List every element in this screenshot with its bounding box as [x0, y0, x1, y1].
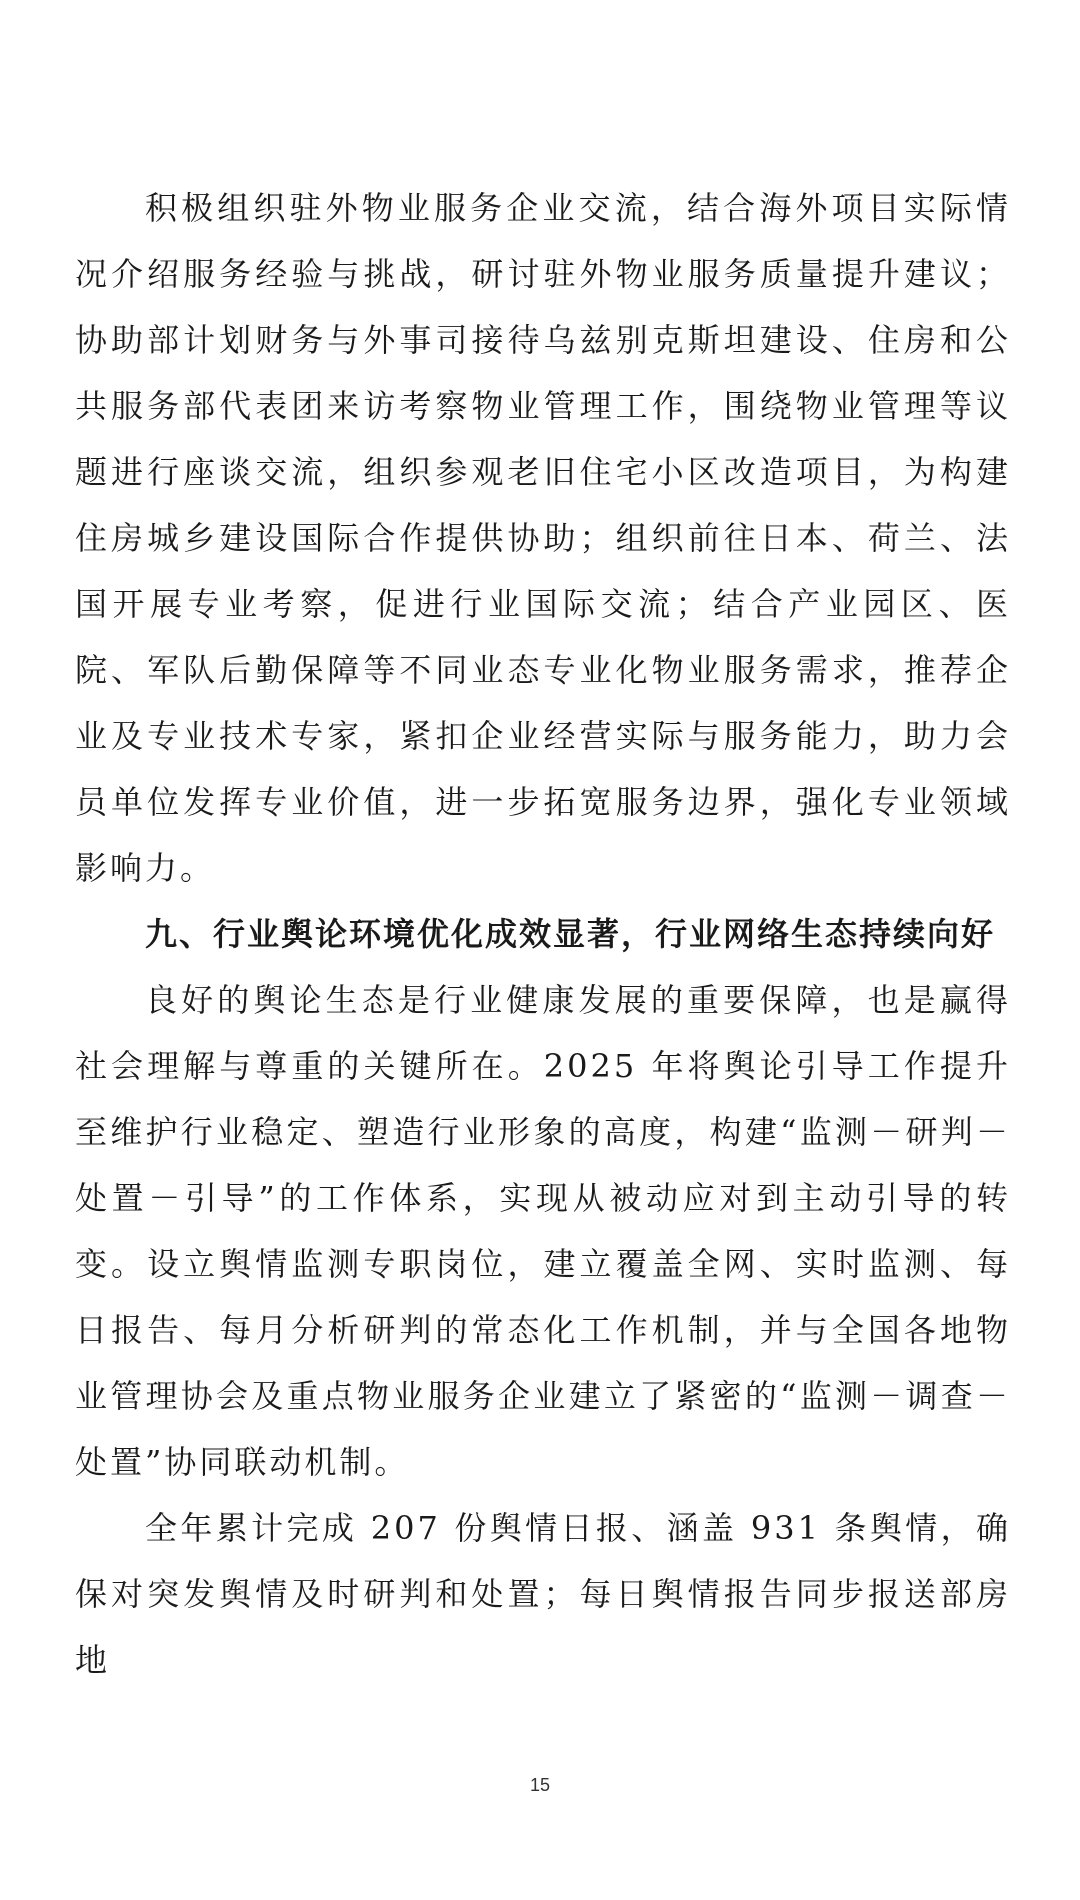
section-heading: 九、行业舆论环境优化成效显著，行业网络生态持续向好 — [145, 915, 996, 953]
paragraph-public-opinion: 良好的舆论生态是行业健康发展的重要保障，也是赢得社会理解与尊重的关键所在。2025 年将舆论引导工作提升至维护行业稳定、塑造行业形象的高度，构建“监测－研判－处置－引导”的工作体系，实现从被动应对到主动引导的转变。设立舆情监测专职岗位，建立覆盖全网、实时监测、每日报告、每月分析研判的常态化工作机制，并与全国各地物业管理协会及重点物业服务企业建立了紧密的“监测－调查－处置”协同联动机制。 — [75, 981, 1011, 1481]
body-text — [75, 175, 1011, 1693]
page-number: 15 — [529, 1775, 551, 1795]
paragraph-annual-stats: 全年累计完成 207 份舆情日报、涵盖 931 条舆情，确保对突发舆情及时研判和处置；每日舆情报告同步报送部房地 — [75, 1509, 1011, 1679]
paragraph-international-exchange: 积极组织驻外物业服务企业交流，结合海外项目实际情况介绍服务经验与挑战，研讨驻外物业服务质量提升建议；协助部计划财务与外事司接待乌兹别克斯坦建设、住房和公共服务部代表团来访考察物业管理工作，围绕物业管理等议题进行座谈交流，组织参观老旧住宅小区改造项目，为构建住房城乡建设国际合作提供协助；组织前往日本、荷兰、法国开展专业考察，促进行业国际交流；结合产业园区、医院、军队后勤保障等不同业态专业化物业服务需求，推荐企业及专业技术专家，紧扣企业经营实际与服务能力，助力会员单位发挥专业价值，进一步拓宽服务边界，强化专业领域影响力。 — [75, 189, 1011, 887]
